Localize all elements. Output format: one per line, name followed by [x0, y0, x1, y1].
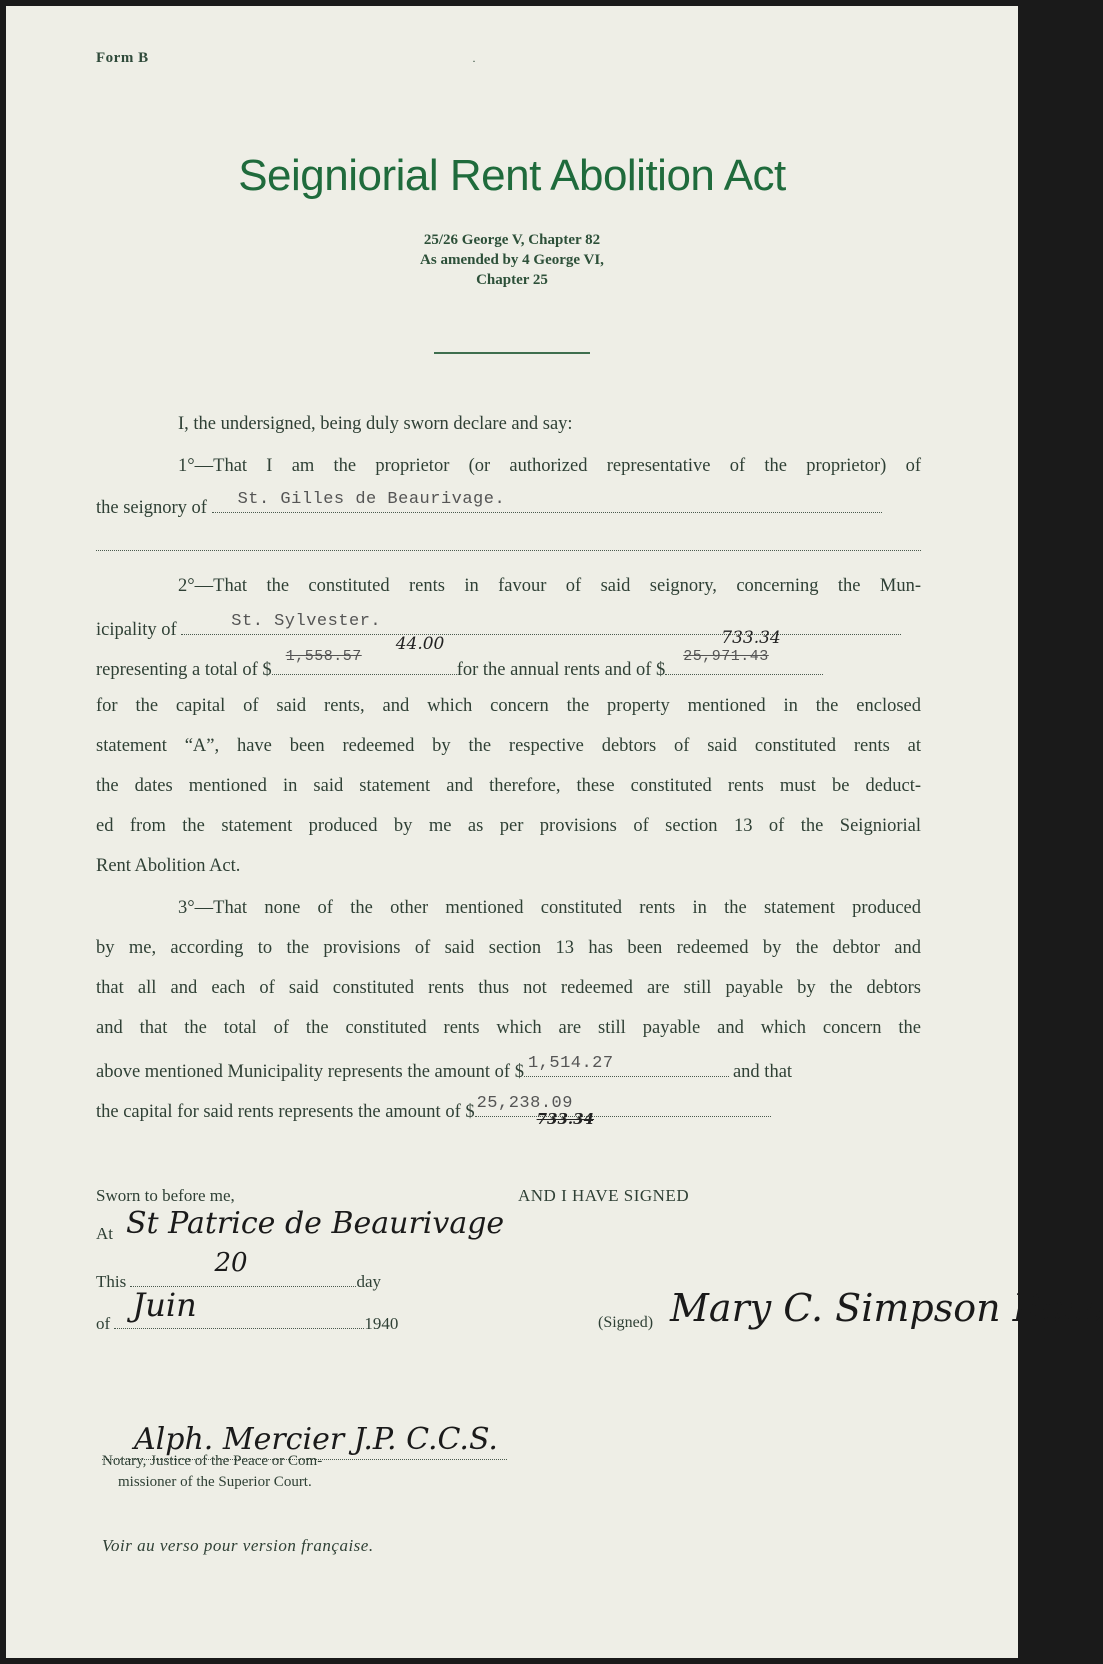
sworn-heading: Sworn to before me, [96, 1186, 235, 1205]
municipality-value: St. Sylvester. [231, 612, 382, 631]
signature: Mary C. Simpson Ross [670, 1286, 1103, 1330]
capital-handwritten: 733.34 [721, 628, 781, 648]
para2-line4: for the capital of said rents, and which concern the property mentioned in the enclosed [96, 696, 921, 716]
signed-heading: AND I HAVE SIGNED [518, 1186, 690, 1205]
para2-line1: 2°—That the constituted rents in favour of said seignory, concerning the Mun- [178, 576, 921, 596]
officer-caption-2: missioner of the Superior Court. [118, 1474, 312, 1490]
para3-line5: above mentioned Municipality represents the amount of $ 1,514.27 and that [96, 1054, 793, 1082]
para3-line4: and that the total of the constituted rents which are still payable and which concern the [96, 1018, 921, 1038]
day-handwritten: 20 [214, 1248, 248, 1278]
form-label: Form B [96, 50, 149, 66]
capital-struck: 25,971.43 [683, 648, 769, 665]
subtitle-line-3: Chapter 25 [476, 272, 548, 288]
officer-caption-1: Notary, Justice of the Peace or Com- [102, 1453, 323, 1469]
para3-line2: by me, according to the provisions of said section 13 has been redeemed by the debtor and [96, 938, 921, 958]
title-divider [434, 352, 590, 354]
sworn-month-line: of Juin 1940 [96, 1286, 399, 1333]
para3-line3: that all and each of said constituted rents thus not redeemed are still payable by the debtors [96, 978, 921, 998]
footer-note: Voir au verso pour version française. [102, 1536, 374, 1555]
para2-line6: the dates mentioned in said statement and therefore, these constituted rents must be deduct- [96, 776, 921, 796]
officer-signature: Alph. Mercier J.P. C.C.S. [134, 1422, 498, 1457]
document-title: Seigniorial Rent Abolition Act [238, 151, 786, 200]
document-page: Form B · Seigniorial Rent Abolition Act 25/26 George V, Chapter 82 As amended by 4 George VI, Chapter 25 I, the undersigned, being duly sworn declare and say: 1°—That I am the proprietor (or authorized representative of the proprietor) of the seignory of St. Gilles de Beaurivage. 2°—That the constituted rents in favour of said seignory, concerning the Mun- icipality of St. Sylvester. representing a total of $ 1,558.57 44.00 for the annual rents and of $ 25,971.43 733.34 for the capital of said rents, and which concern the property mentioned in the enclosed statement “A”, have been redeemed by the respective debtors of said constituted rents at the dates mentioned in said statement and therefore, these constituted rents must be deduct- ed from the statement produced by me as per provisions of section 13 of the Seigniorial Rent Abolition Act. 3°—That none of the other mentioned constituted rents in the statement produced by me, according to the provisions of said section 13 has been redeemed by the debtor and that all and each of said constituted rents thus not redeemed are still payable by the debtors and that the total of the constituted rents which are still payable and which concern the above mentioned Municipality represents the amount of $ 1,514.27 and that the capital for said rents represents the amount of $ 25,238.09 733.34 Sworn to before me, At St Patrice de Beaurivage This 20 day of Juin 1940 Alph. Mercier J.P. C.C.S. Notary, Justice of the Peace or Com- missioner of the Superior Court. AND I HAVE SIGNED (Signed) Mary C. Simpson Ross Voir au verso pour version française. [6, 6, 1018, 1658]
subtitle-line-1: 25/26 George V, Chapter 82 [423, 232, 601, 248]
para3-line1: 3°—That none of the other mentioned constituted rents in the statement produced [178, 898, 921, 918]
para1-blank-line [96, 532, 921, 557]
month-handwritten: Juin [132, 1286, 197, 1324]
seignory-value: St. Gilles de Beaurivage. [237, 490, 506, 509]
remaining-capital-value: 25,238.09 [476, 1094, 573, 1113]
sworn-at-handwritten: St Patrice de Beaurivage [126, 1206, 505, 1241]
year-value: 1940 [364, 1314, 399, 1333]
para3-line6: the capital for said rents represents the amount of $ 25,238.09 733.34 [96, 1098, 921, 1123]
annual-rent-struck: 1,558.57 [285, 648, 362, 665]
para1-line2: the seignory of St. Gilles de Beaurivage. [96, 494, 921, 519]
para2-line5: statement “A”, have been redeemed by the respective debtors of said constituted rents at [96, 736, 921, 756]
signed-label: (Signed) [598, 1314, 654, 1331]
sworn-day-line: This 20 day [96, 1248, 382, 1291]
para2-line7: ed from the statement produced by me as per provisions of section 13 of the Seigniorial [96, 816, 921, 836]
para2-line3: representing a total of $ 1,558.57 44.00 for the annual rents and of $ 25,971.43 733.34 [96, 656, 921, 681]
annual-rent-handwritten: 44.00 [395, 634, 445, 654]
para1-line1: 1°—That I am the proprietor (or authorized representative of the proprietor) of [178, 456, 921, 476]
remaining-capital-handwritten-struck: 733.34 [536, 1110, 595, 1128]
sworn-at-line: At St Patrice de Beaurivage [96, 1206, 505, 1243]
subtitle-line-2: As amended by 4 George VI, [420, 252, 604, 268]
intro-text: I, the undersigned, being duly sworn declare and say: [178, 414, 573, 434]
para2-line8: Rent Abolition Act. [96, 856, 241, 876]
remaining-annual-value: 1,514.27 [527, 1054, 614, 1073]
para2-line2: icipality of St. Sylvester. [96, 616, 921, 641]
